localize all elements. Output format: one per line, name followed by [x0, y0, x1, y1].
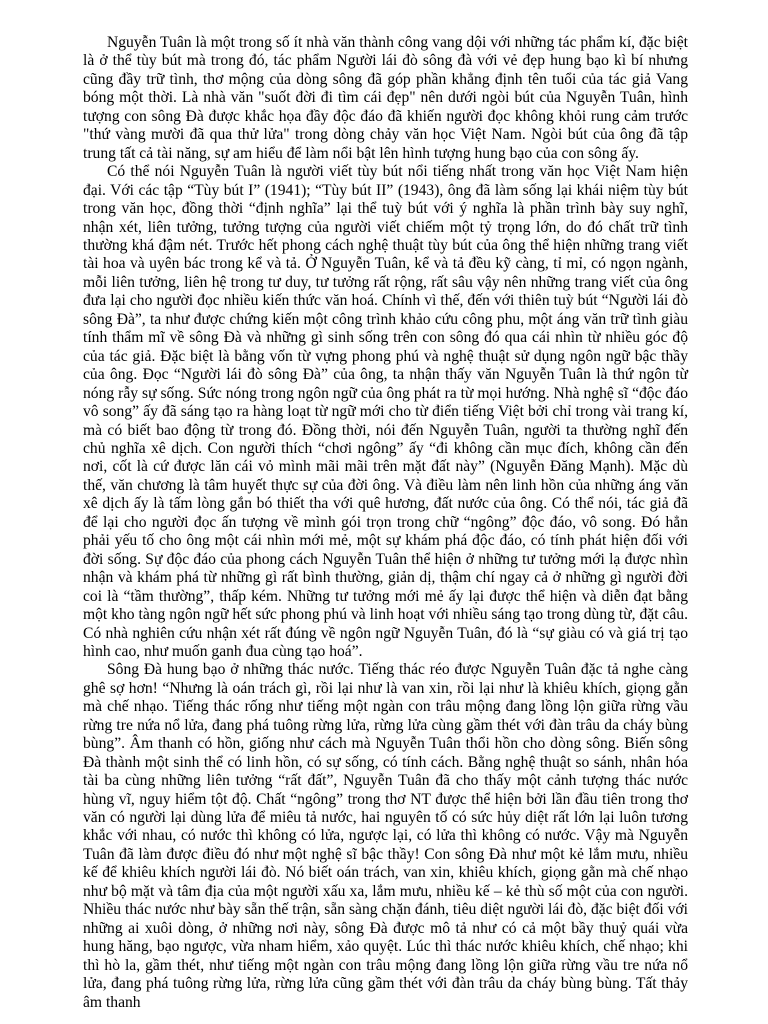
- paragraph-waterfalls: Sông Đà hung bạo ở những thác nước. Tiếng thác réo được Nguyễn Tuân đặc tả nghe càng ghê sợ hơn! “Nhưng là oán trách gì, rồi lại như là van xin, rồi lại như là khiêu khích, giọng gằn mà chế nhạo. Tiếng thác rống như tiếng một ngàn con trâu mộng đang lồng lộn giữa rừng vầu rừng tre nứa nổ lửa, đang phá tuông rừng lửa, rừng lửa cùng gầm thét với đàn trâu da cháy bùng bùng”. Âm thanh có hồn, giống như cách mà Nguyễn Tuân thổi hồn cho dòng sông. Biến sông Đà thành một sinh thể có linh hồn, có sự sống, có tính cách. Bằng nghệ thuật so sánh, nhân hóa tài ba cùng những liên tưởng “rất đất”, Nguyễn Tuân đã cho thấy một cảnh tượng thác nước hùng vĩ, nguy hiểm tột độ. Chất “ngông” trong thơ NT được thể hiện bởi lần đầu tiên trong thơ văn có người lại dùng lửa để miêu tả nước, hai nguyên tố có sức hủy diệt rất lớn lại luôn tương khắc với nhau, có nước thì không có lửa, ngược lại, có lửa thì không có nước. Vậy mà Nguyễn Tuân đã làm được điều đó như một nghệ sĩ bậc thầy! Con sông Đà như một kẻ lắm mưu, nhiều kế để khiêu khích người lái đò. Nó biết oán trách, van xin, khiêu khích, giọng gằn mà chế nhạo như bộ mặt và tâm địa của một người xấu xa, lắm mưu, nhiều kế – kẻ thù số một của con người. Nhiều thác nước như bày sẵn thế trận, sẵn sàng chặn đánh, tiêu diệt người lái đò, đặc biệt đối với những ai xuôi dòng, ở những nơi này, sông Đà được mô tả như có cả một bầy thuỷ quái vừa hung hăng, bạo ngược, vừa nham hiểm, xảo quyệt. Lúc thì thác nước khiêu khích, chế nhạo; khi thì hò la, gầm thét, như tiếng một ngàn con trâu mộng đang lồng lộn giữa rừng vầu tre nứa nổ lửa, đang phá tuông rừng lửa, rừng lửa cũng gầm thét với đàn trâu da cháy bùng bùng. Tất thảy âm thanh: [83, 661, 688, 1011]
- document-body: [83, 34, 688, 1012]
- paragraph-style: Có thể nói Nguyễn Tuân là người viết tùy bút nổi tiếng nhất trong văn học Việt Nam hiện đại. Với các tập “Tùy bút I” (1941); “Tùy bút II” (1943), ông đã làm sống lại khái niệm tùy bút trong văn học, đồng thời “định nghĩa” lại thể tuỳ bút với ý nghĩa là phần trình bày suy nghĩ, nhận xét, liên tưởng, tưởng tượng của người viết chiếm một tỷ trọng lớn, do đó chất trữ tình thường khá đậm nét. Trước hết phong cách nghệ thuật tùy bút của ông thể hiện những trang viết tài hoa và uyên bác trong kể và tả. Ở Nguyễn Tuân, kể và tả đều kỹ càng, tỉ mỉ, có ngọn ngành, mỗi liên tưởng, liên hệ trong tư duy, tư tưởng rất rộng, rất sâu vậy nên những trang viết của ông đưa lại cho người đọc nhiều kiến thức văn hoá. Chính vì thế, đến với thiên tuỳ bút “Người lái đò sông Đà”, ta như được chứng kiến một công trình khảo cứu công phu, một áng văn trữ tình giàu tính thẩm mĩ về sông Đà và những gì sinh sống trên con sông đó qua cái nhìn từ nhiều góc độ của tác giả. Đặc biệt là bằng vốn từ vựng phong phú và nghệ thuật sử dụng ngôn ngữ bậc thầy của ông. Đọc “Người lái đò sông Đà” của ông, ta nhận thấy văn Nguyễn Tuân là thứ ngôn từ nóng rẫy sự sống. Sức nóng trong ngôn ngữ của ông phát ra từ mọi hướng. Nhà nghệ sĩ “độc đáo vô song” ấy đã sáng tạo ra hàng loạt từ ngữ mới cho từ điển tiếng Việt bởi chỉ trong vài trang kí, mà có biết bao động từ trong đó. Đồng thời, nói đến Nguyễn Tuân, người ta thường nghĩ đến chủ nghĩa xê dịch. Con người thích “chơi ngông” ấy “đi không cần mục đích, không cần đến nơi, cốt là cứ được lăn cái vỏ mình mãi mãi trên mặt đất này” (Nguyễn Đăng Mạnh). Mặc dù thế, văn chương là tâm huyết thực sự của đời ông. Và điều làm nên linh hồn của những áng văn xê dịch ấy là tấm lòng gắn bó thiết tha với quê hương, đất nước của ông. Có thể nói, tác giả đã để lại cho người đọc ấn tượng về mình gói trọn trong chữ “ngông” độc đáo, vô song. Đó hẳn phải yếu tố cho ông một cái nhìn mới mẻ, một sự khám phá độc đáo, có tính phát hiện đối với đời sống. Sự độc đáo của phong cách Nguyễn Tuân thể hiện ở những tư tưởng mới lạ được nhìn nhận và khám phá từ những gì rất bình thường, giản dị, thậm chí ngay cả ở những gì người đời coi là “tầm thường”, thấp kém. Những tư tưởng mới mẻ ấy lại được thể hiện và diễn đạt bằng một kho tàng ngôn ngữ hết sức phong phú và linh hoạt với nhiều sáng tạo trong dùng từ, đặt câu. Có nhà nghiên cứu nhận xét rất đúng về ngôn ngữ Nguyễn Tuân, đó là “sự giàu có và giá trị tạo hình cao, như muốn ganh đua cùng tạo hoá”.: [83, 163, 688, 660]
- paragraph-intro: Nguyễn Tuân là một trong số ít nhà văn thành công vang dội với những tác phẩm kí, đặc biệt là ở thể tùy bút mà trong đó, tác phẩm Người lái đò sông đà với vẻ đẹp hung bạo kì bí nhưng cũng đầy trữ tình, thơ mộng của dòng sông đã góp phần khẳng định tên tuổi của tác giả Vang bóng một thời. Là nhà văn "suốt đời đi tìm cái đẹp" nên dưới ngòi bút của Nguyễn Tuân, hình tượng con sông Đà được khắc họa đầy độc đáo đã khiến người đọc không khỏi rung cảm trước "thứ vàng mười đã qua thử lửa" trong dòng chảy văn học Việt Nam. Ngòi bút của ông đã tập trung tất cả tài năng, sự am hiểu để làm nổi bật lên hình tượng hung bạo của con sông ấy.: [83, 34, 688, 162]
